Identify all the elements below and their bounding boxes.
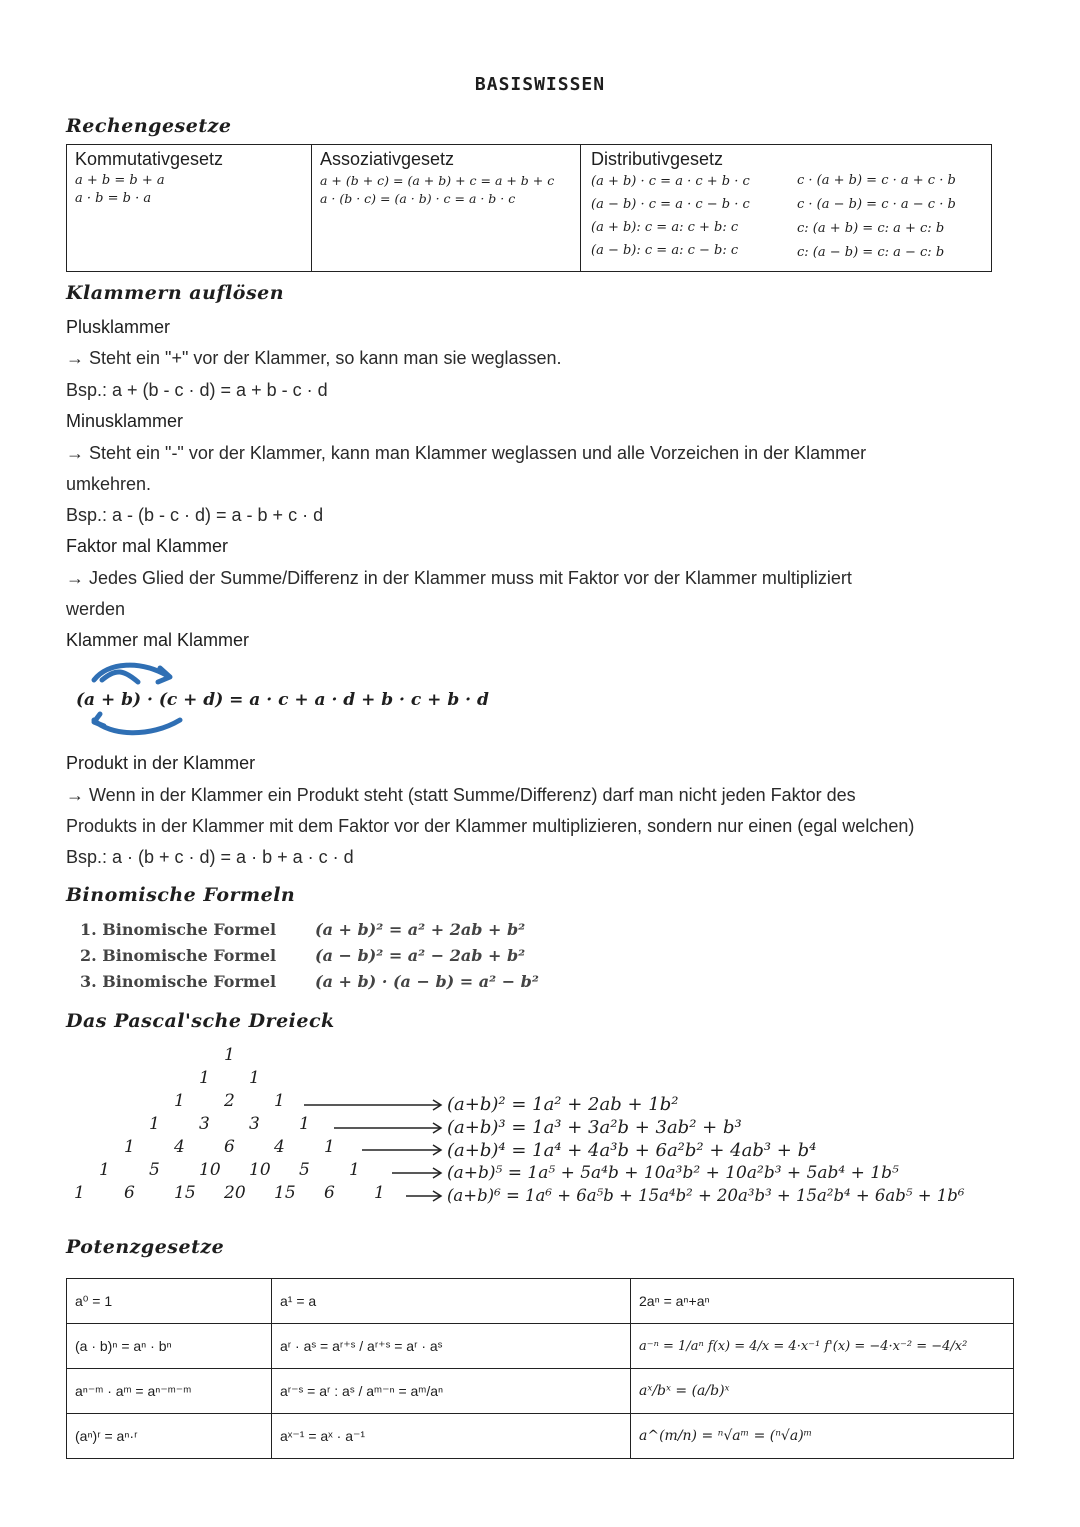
potenz-cell: aˣ/bˣ = (a/b)ˣ [631,1369,1014,1414]
pascal-number: 1 [224,1045,235,1065]
kommutativ-title: Kommutativgesetz [75,149,224,169]
pascal-number: 1 [299,1114,310,1134]
produkt-example: Bsp.: a · (b + c · d) = a · b + a · c · d [66,847,354,867]
klammer-mal-klammer-formula: (a + b) · (c + d) = a · c + a · d + b · c + b · d [76,690,489,710]
binomisch-name: 2. Binomische Formel [80,946,277,965]
pascal-number: 10 [249,1160,271,1180]
pascal-number: 1 [249,1068,260,1088]
pascal-arrows [300,1090,450,1220]
distributiv-cell [581,145,992,272]
pascal-number: 10 [199,1160,221,1180]
pascal-number: 5 [299,1160,310,1180]
faktor-title: Faktor mal Klammer [66,536,229,556]
produkt-text: → Wenn in der Klammer ein Produkt steht (statt Summe/Differenz) darf man nicht jeden Faktor des [66,785,856,805]
pascal-heading: Das Pascal'sche Dreieck [66,1010,335,1032]
distributiv-left-line: (a − b) · c = a · c − b · c [591,197,750,212]
distributiv-right-line: c: (a − b) = c: a − c: b [797,245,945,260]
potenz-cell: aˣ⁻¹ = aˣ · a⁻¹ [272,1414,631,1459]
potenz-cell: a¹ = a [272,1279,631,1324]
potenz-cell: a⁰ = 1 [67,1279,272,1324]
potenz-cell: 2aⁿ = aⁿ+aⁿ [631,1279,1014,1324]
pascal-expansion: (a+b)⁴ = 1a⁴ + 4a³b + 6a²b² + 4ab³ + b⁴ [447,1140,817,1161]
pascal-number: 6 [124,1183,135,1203]
assoziativ-line: a · (b · c) = (a · b) · c = a · b · c [320,191,516,206]
distributiv-left-line: (a + b): c = a: c + b: c [591,220,739,235]
produkt-title: Produkt in der Klammer [66,753,256,773]
potenz-heading: Potenzgesetze [66,1236,225,1258]
pascal-number: 2 [224,1091,235,1111]
pascal-number: 4 [274,1137,285,1157]
faktor-text: → Jedes Glied der Summe/Differenz in der Klammer muss mit Faktor vor der Klammer multipliziert [66,568,852,588]
pascal-number: 1 [149,1114,160,1134]
pascal-number: 6 [224,1137,235,1157]
pascal-number: 1 [324,1137,335,1157]
potenz-row [67,1369,1014,1414]
pascal-number: 1 [74,1183,85,1203]
potenz-cell: a^(m/n) = ⁿ√aᵐ = (ⁿ√a)ᵐ [631,1414,1014,1459]
potenz-row [67,1324,1014,1369]
klammer-mal-klammer-title: Klammer mal Klammer [66,630,250,650]
pascal-number: 1 [174,1091,185,1111]
distributiv-title: Distributivgesetz [591,149,724,169]
page-title: BASISWISSEN [474,74,606,95]
pascal-expansion: (a+b)³ = 1a³ + 3a²b + 3ab² + b³ [447,1117,742,1138]
pascal-number: 6 [324,1183,335,1203]
kommutativ-cell [67,145,312,272]
distributiv-left-line: (a − b): c = a: c − b: c [591,243,739,258]
pascal-number: 3 [199,1114,210,1134]
pascal-expansion: (a+b)⁶ = 1a⁶ + 6a⁵b + 15a⁴b² + 20a³b³ + 15a²b⁴ + 6ab⁵ + 1b⁶ [447,1186,965,1205]
rechengesetze-heading: Rechengesetze [66,115,232,137]
potenz-cell: (a · b)ⁿ = aⁿ · bⁿ [67,1324,272,1369]
potenz-cell: (aⁿ)ʳ = aⁿ·ʳ [67,1414,272,1459]
pascal-number: 15 [174,1183,196,1203]
pascal-number: 5 [149,1160,160,1180]
assoziativ-cell [312,145,581,272]
potenz-cell: aⁿ⁻ᵐ · aᵐ = aⁿ⁻ᵐ⁻ᵐ [67,1369,272,1414]
assoziativ-line: a + (b + c) = (a + b) + c = a + b + c [320,173,555,188]
rechengesetze-table [66,144,992,272]
minusklammer-text: umkehren. [66,474,152,494]
pascal-number: 4 [174,1137,185,1157]
pascal-number: 1 [99,1160,110,1180]
plusklammer-example: Bsp.: a + (b - c · d) = a + b - c · d [66,380,328,400]
binomisch-formula: (a − b)² = a² − 2ab + b² [315,946,526,965]
pascal-number: 20 [224,1183,246,1203]
plusklammer-text: → Steht ein "+" vor der Klammer, so kann man sie weglassen. [66,348,562,368]
potenz-cell: aʳ · aˢ = aʳ⁺ˢ / aʳ⁺ˢ = aʳ · aˢ [272,1324,631,1369]
binomisch-formula: (a + b) · (a − b) = a² − b² [315,972,539,991]
pascal-number: 1 [124,1137,135,1157]
pascal-number: 1 [199,1068,210,1088]
pascal-number: 1 [349,1160,360,1180]
distributiv-right-line: c: (a + b) = c: a + c: b [797,221,945,236]
potenz-row [67,1279,1014,1324]
plusklammer-title: Plusklammer [66,317,171,337]
assoziativ-title: Assoziativgesetz [320,149,455,169]
distributiv-right-line: c · (a − b) = c · a − c · b [797,197,956,212]
pascal-number: 15 [274,1183,296,1203]
potenz-cell: a⁻ⁿ = 1/aⁿ f(x) = 4/x = 4·x⁻¹ f'(x) = −4·x⁻² = −4/x² [631,1324,1014,1369]
binomisch-heading: Binomische Formeln [66,884,296,906]
distributiv-right-line: c · (a + b) = c · a + c · b [797,173,956,188]
potenz-cell: aʳ⁻ˢ = aʳ : aˢ / aᵐ⁻ⁿ = aᵐ/aⁿ [272,1369,631,1414]
binomisch-name: 3. Binomische Formel [80,972,277,991]
pascal-number: 3 [249,1114,260,1134]
produkt-text: Produkts in der Klammer mit dem Faktor vor der Klammer multiplizieren, sondern nur einen (egal welchen) [66,816,915,836]
binomisch-name: 1. Binomische Formel [80,920,277,939]
klammern-heading: Klammern auflösen [66,282,285,304]
potenz-row [67,1414,1014,1459]
minusklammer-text: → Steht ein "-" vor der Klammer, kann man Klammer weglassen und alle Vorzeichen in der Klammer [66,443,867,463]
distributiv-left-line: (a + b) · c = a · c + b · c [591,174,750,189]
pascal-expansion: (a+b)⁵ = 1a⁵ + 5a⁴b + 10a³b² + 10a²b³ + 5ab⁴ + 1b⁵ [447,1163,899,1183]
faktor-text: werden [66,599,126,619]
minusklammer-title: Minusklammer [66,411,184,431]
pascal-number: 1 [274,1091,285,1111]
binomisch-formula: (a + b)² = a² + 2ab + b² [315,920,526,939]
pascal-number: 1 [374,1183,385,1203]
kommutativ-line: a + b = b + a [75,173,165,188]
minusklammer-example: Bsp.: a - (b - c · d) = a - b + c · d [66,505,324,525]
pascal-expansion: (a+b)² = 1a² + 2ab + 1b² [447,1094,679,1115]
kommutativ-line: a · b = b · a [75,191,152,206]
potenz-table [66,1278,1014,1459]
